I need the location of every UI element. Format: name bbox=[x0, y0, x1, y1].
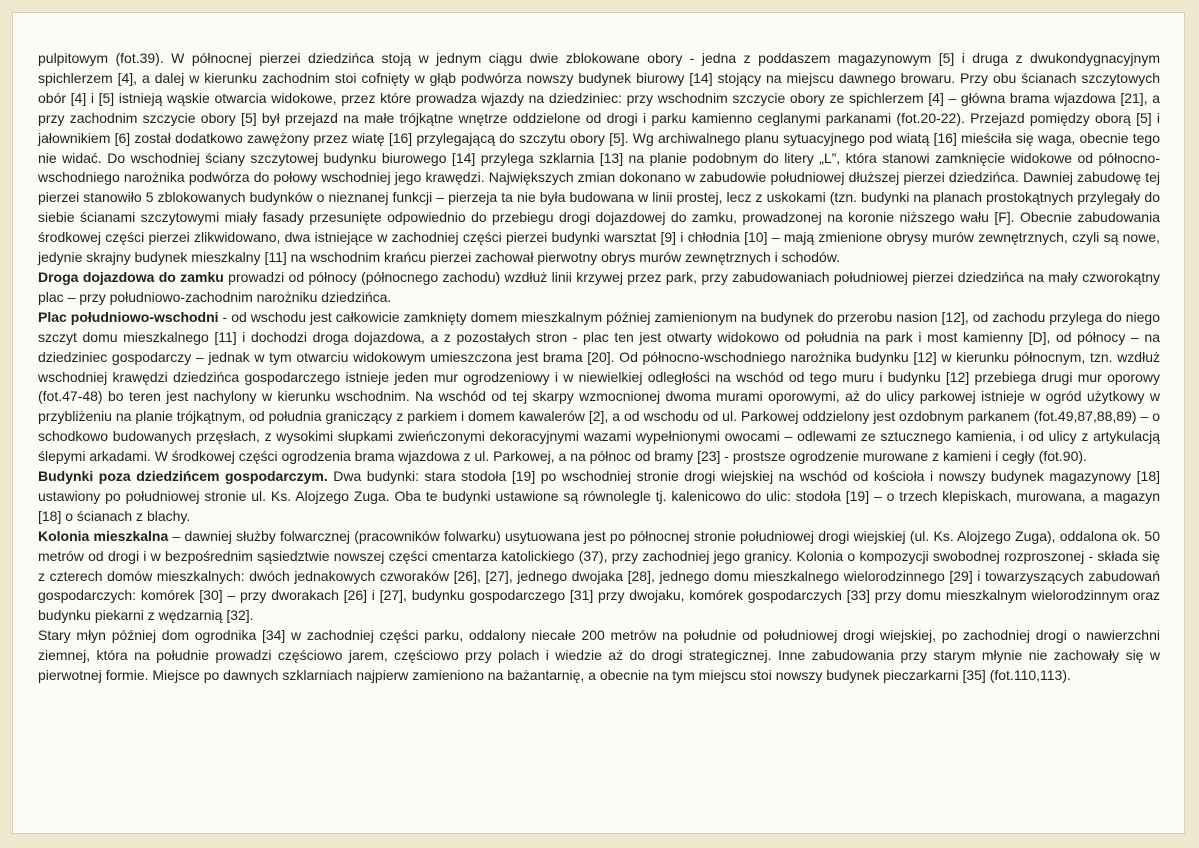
document-body bbox=[38, 49, 1160, 686]
paragraph-access-road bbox=[38, 268, 1160, 308]
paragraph-heading: Kolonia mieszkalna bbox=[38, 527, 169, 544]
paragraph-text: - od wschodu jest całkowicie zamknięty domem mieszkalnym później zamienionym na budynek do przerobu nasion [12], od zachodu przylega do niego szczyt domu mieszkalnego [11] i dochodzi droga dojazdowa, a z pozostałych stron - plac ten jest otwarty widokowo od południa na park i most kamienny [D], od północy – na dziedziniec gospodarczy – jednak w tym otwarciu widokowym umieszczona jest brama [20]. Od północno-wschodniego narożnika budynku [12] w kierunku północnym, tzn. wzdłuż wschodniej krawędzi dziedzińca gospodarczego istnieje jeden mur ogrodzeniowy i w niewielkiej odległości na wschód od tego muru i budynku [12] przebiega drugi mur oporowy (fot.47-48) bo teren jest nachylony w kierunku wschodnim. Na wschód od tej skarpy wzmocnionej dwoma murami oporowymi, aż do ulicy parkowej istnieje w ogród użytkowy w przybliżeniu na planie trójkątnym, od południa graniczący z parkiem i domem kawalerów [2], a od wschodu od ul. Parkowej oddzielony jest ozdobnym parkanem (fot.49,87,88,89) – o schodkowo budowanych przęsłach, z wysokimi słupkami zwieńczonymi dekoracyjnymi wazami wypełnionymi owocami – odlewami ze sztucznego kamienia, i od ulicy z artykulacją ślepymi arkadami. W środkowej części ogrodzenia brama wjazdowa z ul. Parkowej, a na północ od bramy [23] - prostsze ogrodzenie murowane z kamieni i cegły (fot.90). bbox=[38, 308, 1160, 465]
paragraph-north-frontage bbox=[38, 49, 1160, 268]
paragraph-text: pulpitowym (fot.39). W północnej pierzei dziedzińca stoją w jednym ciągu dwie zblokowane obory - jedna z poddaszem magazynowym [5] i druga z dwukondygnacyjnym spichlerzem [4], a dalej w kierunku zachodnim stoi cofnięty w głąb podwórza nowszy budynek biurowy [14] stojący na miejscu dawnego browaru. Przy obu ścianach szczytowych obór [4] i [5] istnieją wąskie otwarcia widokowe, przez które prowadza wjazdy na dziedziniec: przy wschodnim szczycie obory ze spichlerzem [4] – główna brama wjazdowa [21], a przy zachodnim szczycie obory [5] był przejazd na małe trójkątne wnętrze oddzielone od drogi i parku kamienno ceglanymi parkanami (fot.20-22). Przejazd pomiędzy oborą [5] i jałownikiem [6] został dodatkowo zawężony przez wiatę [16] przylegającą do szczytu obory [5]. Wg archiwalnego planu sytuacyjnego pod wiatą [16] mieściła się waga, obecnie tego nie widać. Do wschodniej ściany szczytowej budynku biurowego [14] przylega szklarnia [13] na planie podobnym do litery „L”, która stanowi zamknięcie widokowe od północno-wschodniego narożnika podwórza do połowy wschodniej jego krawędzi. Największych zmian dokonano w zabudowie południowej dłuższej pierzei dziedzińca. Dawniej zabudowę tej pierzei stanowiło 5 zblokowanych budynków o nieznanej funkcji – pierzeja ta nie była budowana w linii prostej, lecz z uskokami (tzn. budynki na planach prostokątnych przylegały do siebie ścianami szczytowymi miały fasady przesunięte odpowiednio do przebiegu drogi dojazdowej do zamku, prowadzonej na koronie niższego wału [F]. Obecnie zabudowania środkowej części pierzei zlikwidowano, dwa istniejące w zachodniej części pierzei budynki warsztat [9] i chłodnia [10] – mają zmienione obrysy murów zewnętrznych, czyli są nowe, jedynie skrajny budynek mieszkalny [11] na wschodnim krańcu pierzei zachował pierwotny obrys murów zewnętrznych i schodów. bbox=[38, 50, 1160, 266]
paragraph-heading: Droga dojazdowa do zamku bbox=[38, 268, 224, 285]
paragraph-outside-buildings bbox=[38, 467, 1160, 527]
paragraph-text: Stary młyn później dom ogrodnika [34] w zachodniej części parku, oddalony niecałe 200 metrów na południe od południowej drogi wiejskiej, po zachodniej drogi o nawierzchni ziemnej, która na południe prowadzi częściowo jarem, częściowo przy polach i wiedzie aż do drogi strategicznej. Inne zabudowania przy starym młynie nie zachowały się w pierwotnej formie. Miejsce po dawnych szklarniach najpierw zamieniono na bażantarnię, a obecnie na tym miejscu stoi nowszy budynek pieczarkarni [35] (fot.110,113). bbox=[38, 627, 1160, 684]
document-page bbox=[12, 12, 1185, 834]
paragraph-southeast-square bbox=[38, 308, 1160, 467]
paragraph-text: Dwa budynki: stara stodoła [19] po wschodniej stronie drogi wiejskiej na wschód od kościoła i nowszy budynek magazynowy [18] ustawiony po południowej stronie ul. Ks. Alojzego Zuga. Oba te budynki ustawione są równolegle tj. kalenicowo do ulic: stodoła [19] – o trzech klepiskach, murowana, a magazyn [18] o ścianach z blachy. bbox=[38, 468, 1160, 524]
paragraph-old-mill bbox=[38, 626, 1160, 686]
paragraph-heading: Plac południowo-wschodni bbox=[38, 308, 219, 325]
paragraph-residential-colony bbox=[38, 527, 1160, 627]
paragraph-text: prowadzi od północy (północnego zachodu) wzdłuż linii krzywej przez park, przy zabudowaniach południowej pierzei dziedzińca na mały czworokątny plac – przy południowo-zachodnim narożniku dziedzińca. bbox=[38, 268, 1160, 305]
paragraph-text: – dawniej służby folwarcznej (pracowników folwarku) usytuowana jest po północnej stronie południowej drogi wiejskiej (ul. Ks. Alojzego Zuga), oddalona ok. 50 metrów od drogi i w bezpośrednim sąsiedztwie nowszej części cmentarza katolickiego (37), przy zachodniej jego granicy. Kolonia o kompozycji swobodnej rozproszonej - składa się z czterech domów mieszkalnych: dwóch jednakowych czworaków [26], [27], jednego dwojaka [28], jednego domu mieszkalnego wielorodzinnego [29] i towarzyszących zabudowań gospodarczych: komórek [30] – przy dworakach [26] i [27], budynku gospodarczego [31] przy dwojaku, komórek gospodarczych [33] przy domu mieszkalnym wielorodzinnym oraz budynku piekarni z wędzarnią [32]. bbox=[38, 527, 1160, 624]
paragraph-heading: Budynki poza dziedzińcem gospodarczym. bbox=[38, 468, 328, 485]
